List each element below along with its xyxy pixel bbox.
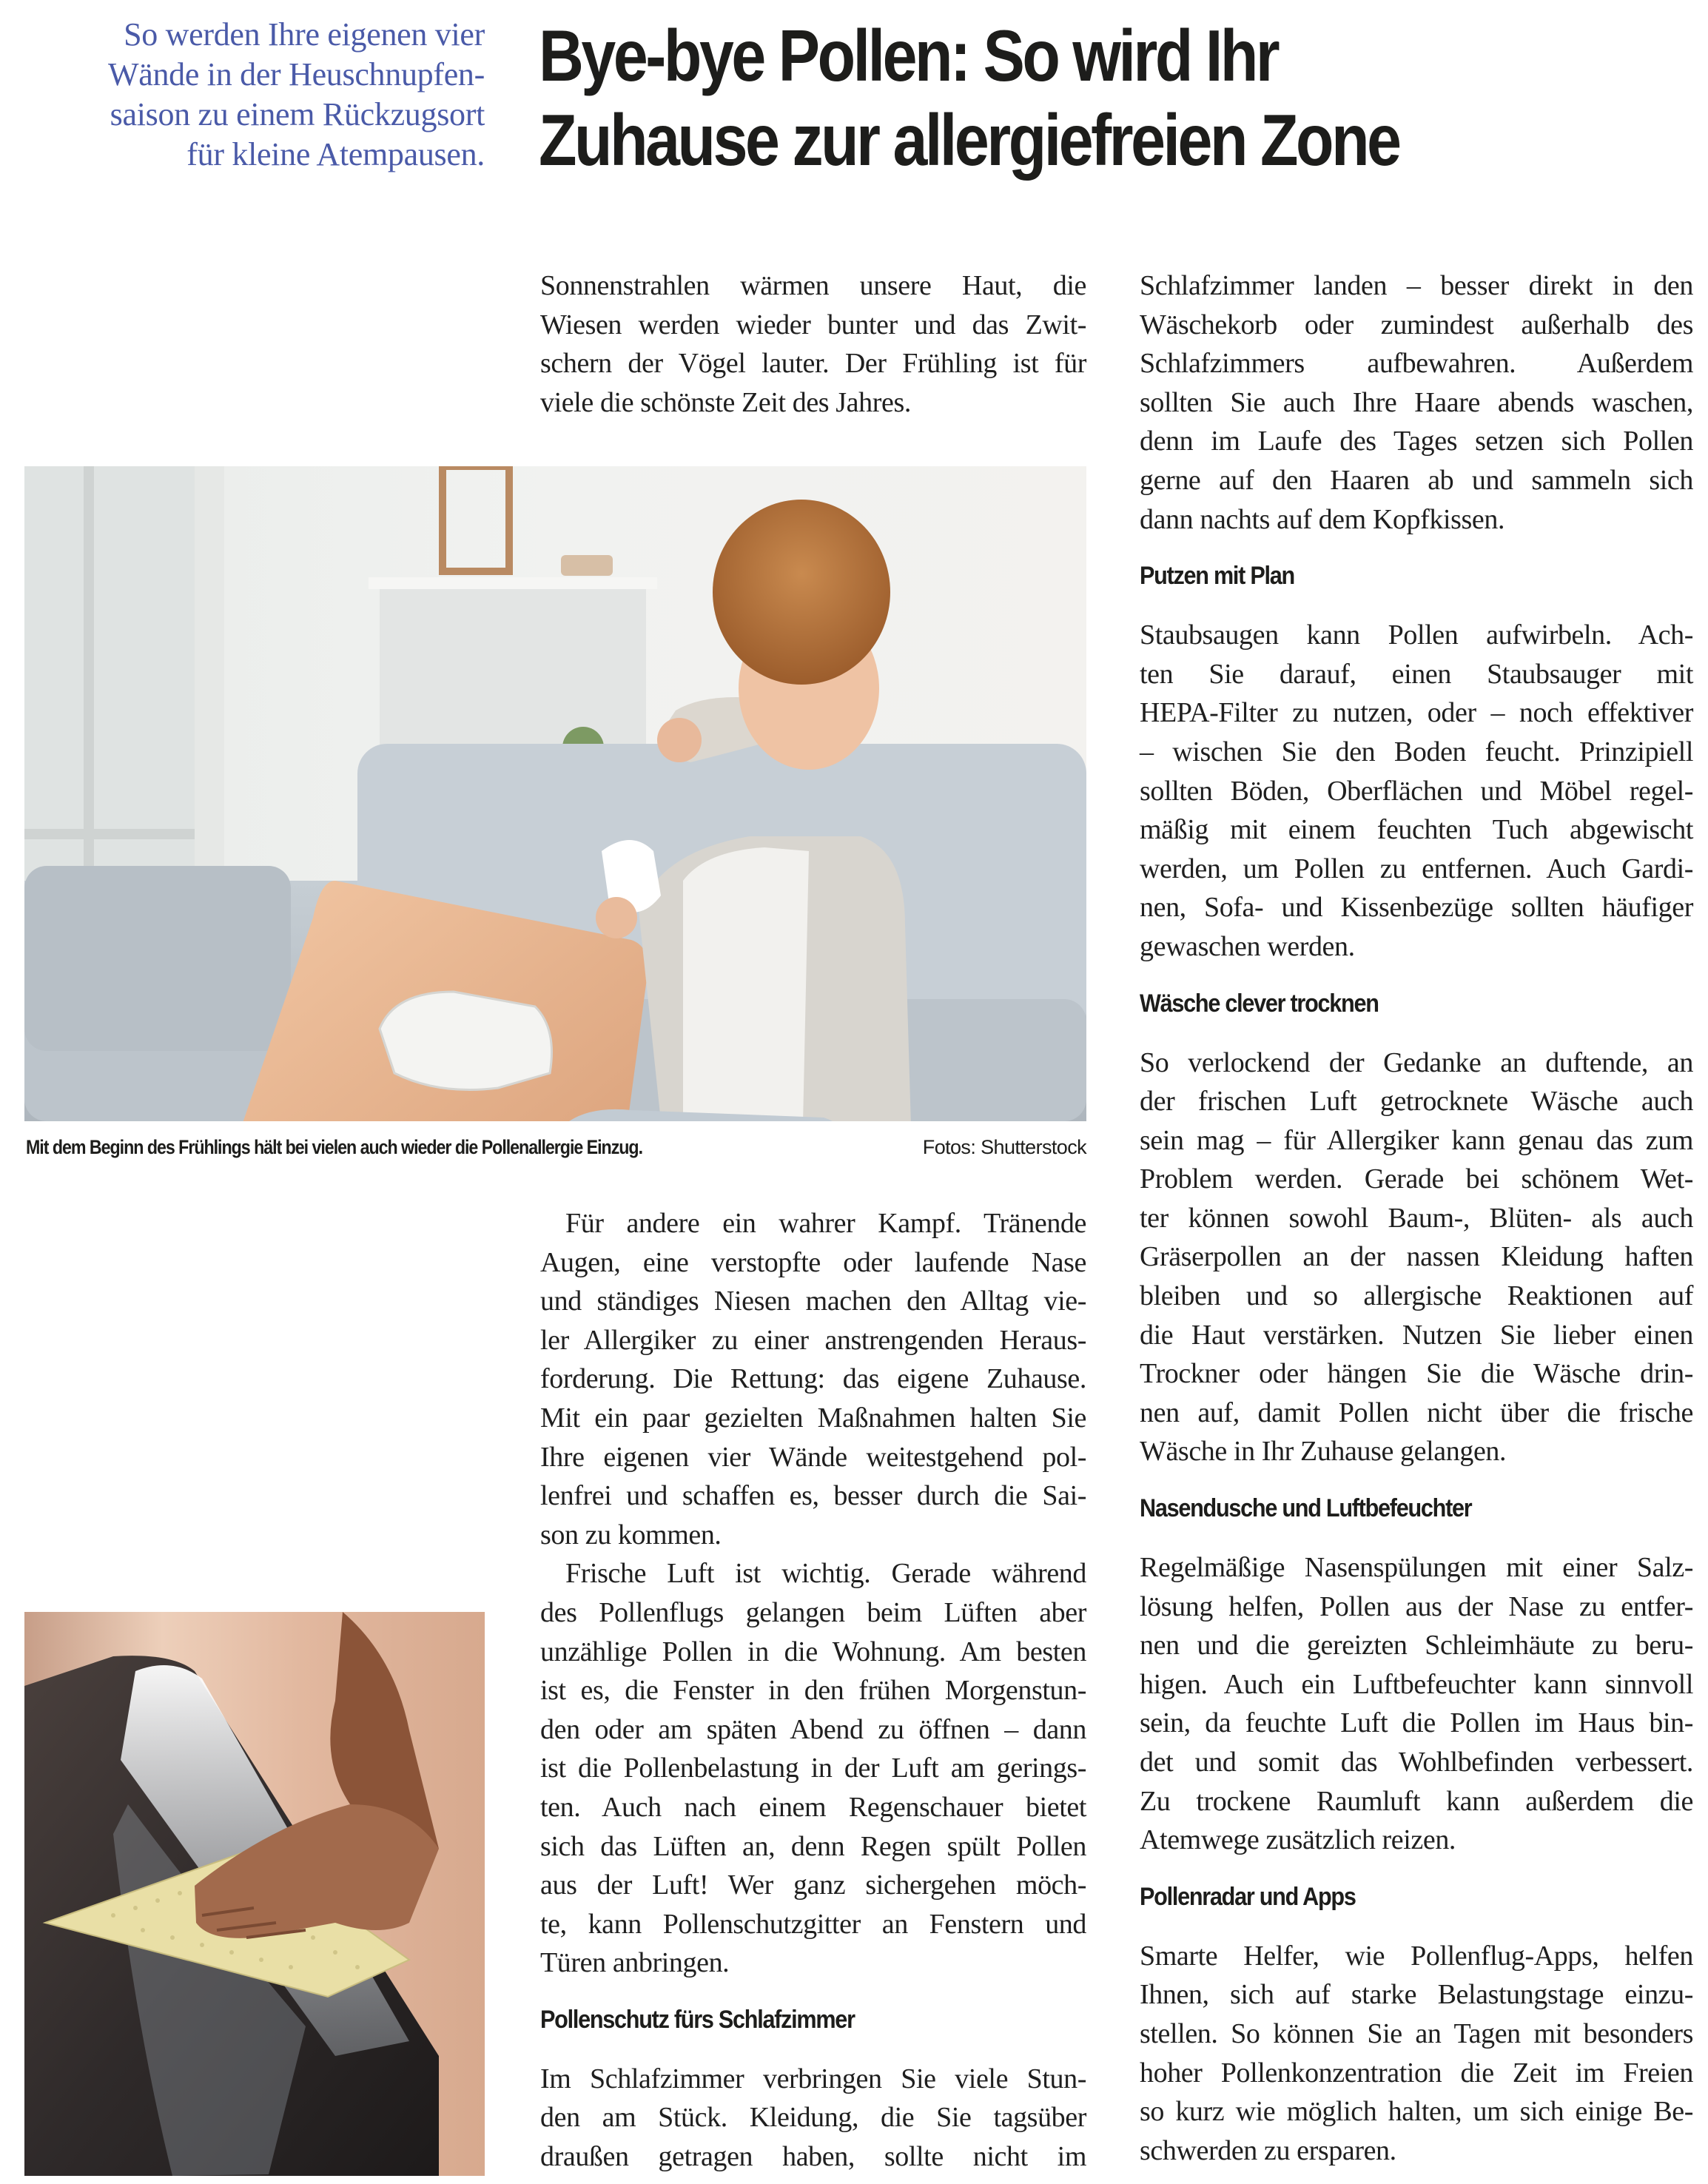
middle-column-body [540, 1204, 1086, 2177]
article-subtitle [22, 15, 485, 175]
text-line: higen. Auch ein Luftbefeuchter kann sinnvoll [1140, 1668, 1693, 1700]
text-line: sein mag – für Allergiker kann genau das zum [1140, 1124, 1693, 1156]
photo-credit: Fotos: Shutterstock [922, 1136, 1086, 1158]
text-line: nen auf, damit Pollen nicht über die frische [1140, 1397, 1693, 1428]
text-line: nen und die gereizten Schleimhäute zu beru- [1140, 1630, 1693, 1661]
text-line: Wäschekorb oder zumindest außerhalb des [1140, 309, 1693, 340]
text-line: der frischen Luft getrocknete Wäsche auch [1140, 1086, 1693, 1118]
text-line: Trockner oder hängen Sie die Wäsche drin- [1140, 1358, 1693, 1390]
text-line: Atemwege zusätzlich reizen. [1140, 1824, 1456, 1856]
text-line: lösung helfen, Pollen aus der Nase zu entfer- [1140, 1590, 1693, 1622]
subtitle-line: Wände in der Heuschnupfen- [108, 56, 485, 93]
subtitle-line: saison zu einem Rückzugsort [110, 96, 485, 132]
text-line: Regelmäßige Nasenspülungen mit einer Salz- [1140, 1552, 1693, 1584]
section-heading-pollenradar: Pollenradar und Apps [1140, 1882, 1356, 1911]
text-line: ist es, die Fenster in den frühen Morgenstun- [540, 1675, 1086, 1707]
text-line: gerne auf den Haaren ab und sammeln sich [1140, 464, 1693, 496]
text-line: bleiben und so allergische Reaktionen auf [1140, 1280, 1693, 1312]
paragraph [540, 1554, 1086, 1983]
text-line: Gräserpollen an der nassen Kleidung haften [1140, 1241, 1693, 1273]
text-line: aus der Luft! Wer ganz sichergehen möch- [540, 1869, 1086, 1901]
headline-line: Bye-bye Pollen: So wird Ihr [539, 15, 1278, 96]
text-line: Zu trockene Raumluft kann außerdem die [1140, 1785, 1693, 1817]
text-line: den oder am späten Abend zu öffnen – dann [540, 1713, 1086, 1745]
text-line: gewaschen werden. [1140, 930, 1355, 962]
paragraph [540, 1204, 1086, 1554]
text-line: den am Stück. Kleidung, die Sie tagsüber [540, 2102, 1086, 2134]
photo-caption-row [26, 1136, 1086, 1166]
text-line: Schlafzimmer landen – besser direkt in den [1140, 270, 1693, 301]
photo-child-sneezing-illustration [24, 466, 1086, 1121]
subtitle-line: So werden Ihre eigenen vier [124, 16, 485, 53]
text-line: Für andere ein wahrer Kampf. Tränende [565, 1208, 1086, 1239]
text-line: Smarte Helfer, wie Pollenflug-Apps, helfen [1140, 1940, 1693, 1972]
paragraph [1140, 1548, 1693, 1860]
text-line: ler Allergiker zu einer anstrengenden Heraus- [540, 1324, 1086, 1356]
text-line: sollten Sie auch Ihre Haare abends waschen, [1140, 386, 1693, 418]
text-line: lenfrei und schaffen es, besser durch die Sai- [540, 1480, 1086, 1512]
text-line: viele die schönste Zeit des Jahres. [540, 386, 911, 418]
text-line: Mit ein paar gezielten Maßnahmen halten Sie [540, 1402, 1086, 1434]
intro-paragraph [540, 266, 1086, 422]
text-line: Türen anbringen. [540, 1947, 730, 1979]
photo-wiping-surface [24, 1612, 485, 2176]
text-line: Problem werden. Gerade bei schönem Wet- [1140, 1163, 1693, 1195]
text-line: Ihre eigenen vier Wände weitestgehend pol- [540, 1441, 1086, 1473]
section-heading-schlafzimmer: Pollenschutz fürs Schlafzimmer [540, 2005, 855, 2034]
text-line: – wischen Sie den Boden feucht. Prinzipiell [1140, 736, 1693, 767]
text-line: Wäsche in Ihr Zuhause gelangen. [1140, 1436, 1507, 1468]
text-line: HEPA-Filter zu nutzen, oder – noch effektiver [1140, 697, 1693, 729]
text-line: nen, Sofa- und Kissenbezüge sollten häufiger [1140, 892, 1693, 924]
text-line: Sonnenstrahlen wärmen unsere Haut, die [540, 270, 1086, 301]
text-line: denn im Laufe des Tages setzen sich Pollen [1140, 426, 1693, 457]
text-line: werden, um Pollen zu entfernen. Auch Gardi- [1140, 853, 1693, 884]
paragraph [1140, 266, 1693, 539]
text-line: Frische Luft ist wichtig. Gerade während [565, 1558, 1086, 1590]
text-line: hoher Pollenkonzentration die Zeit im Freien [1140, 2057, 1693, 2089]
text-line: sein, da feuchte Luft die Pollen im Haus bin- [1140, 1707, 1693, 1739]
text-line: ten Sie darauf, einen Staubsauger mit [1140, 658, 1693, 690]
paragraph [1140, 1937, 1693, 2171]
text-line: draußen getragen haben, sollte nicht im [540, 2141, 1086, 2173]
text-line: die Haut verstärken. Nutzen Sie lieber einen [1140, 1319, 1693, 1351]
paragraph [1140, 616, 1693, 966]
text-line: Ihnen, sich auf starke Belastungstage einzu- [1140, 1979, 1693, 2011]
text-line: so kurz wie möglich halten, um sich einige Be- [1140, 2096, 1693, 2128]
text-line: sich das Lüften an, denn Regen spült Pollen [540, 1830, 1086, 1862]
section-heading-waesche: Wäsche clever trocknen [1140, 989, 1379, 1018]
text-line: unzählige Pollen in die Wohnung. Am besten [540, 1636, 1086, 1667]
text-line: sollten Böden, Oberflächen und Möbel regel- [1140, 775, 1693, 807]
text-line: det und somit das Wohlbefinden verbessert. [1140, 1747, 1693, 1778]
paragraph [1140, 1044, 1693, 1472]
headline-line: Zuhause zur allergiefreien Zone [539, 99, 1399, 181]
text-line: Augen, eine verstopfte oder laufende Nase [540, 1246, 1086, 1278]
text-line: Wiesen werden wieder bunter und das Zwit- [540, 309, 1086, 340]
subtitle-line: für kleine Atempausen. [186, 136, 485, 172]
photo-wiping-surface-illustration [24, 1612, 485, 2176]
text-line: ist die Pollenbelastung in der Luft am gerings- [540, 1753, 1086, 1784]
text-line: Schlafzimmers aufbewahren. Außerdem [1140, 348, 1693, 380]
text-line: ter können sowohl Baum-, Blüten- als auch [1140, 1202, 1693, 1234]
text-line: Im Schlafzimmer verbringen Sie viele Stun- [540, 2063, 1086, 2094]
text-line: mäßig mit einem feuchten Tuch abgewischt [1140, 814, 1693, 846]
text-line: ten. Auch nach einem Regenschauer bietet [540, 1791, 1086, 1823]
section-heading-putzen: Putzen mit Plan [1140, 562, 1294, 591]
photo-child-sneezing [24, 466, 1086, 1121]
text-line: stellen. So können Sie an Tagen mit besonders [1140, 2017, 1693, 2049]
text-line: schern der Vögel lauter. Der Frühling ist für [540, 348, 1086, 380]
photo-caption: Mit dem Beginn des Frühlings hält bei vielen auch wieder die Pollenallergie Einzug. [26, 1136, 643, 1158]
text-line: So verlockend der Gedanke an duftende, an [1140, 1046, 1693, 1078]
text-line: son zu kommen. [540, 1519, 722, 1550]
text-line: dann nachts auf dem Kopfkissen. [1140, 503, 1505, 535]
article-headline [539, 13, 1532, 182]
text-line: te, kann Pollenschutzgitter an Fenstern und [540, 1908, 1086, 1940]
text-line: und ständiges Niesen machen den Alltag vie- [540, 1286, 1086, 1317]
section-heading-nasendusche: Nasendusche und Luftbefeuchter [1140, 1494, 1472, 1523]
right-column-body [1140, 266, 1693, 2170]
text-line: des Pollenflugs gelangen beim Lüften aber [540, 1596, 1086, 1628]
text-line: Staubsaugen kann Pollen aufwirbeln. Ach- [1140, 619, 1693, 651]
text-line: forderung. Die Rettung: das eigene Zuhause. [540, 1363, 1086, 1395]
paragraph [540, 2060, 1086, 2177]
text-line: schwerden zu ersparen. [1140, 2134, 1396, 2166]
